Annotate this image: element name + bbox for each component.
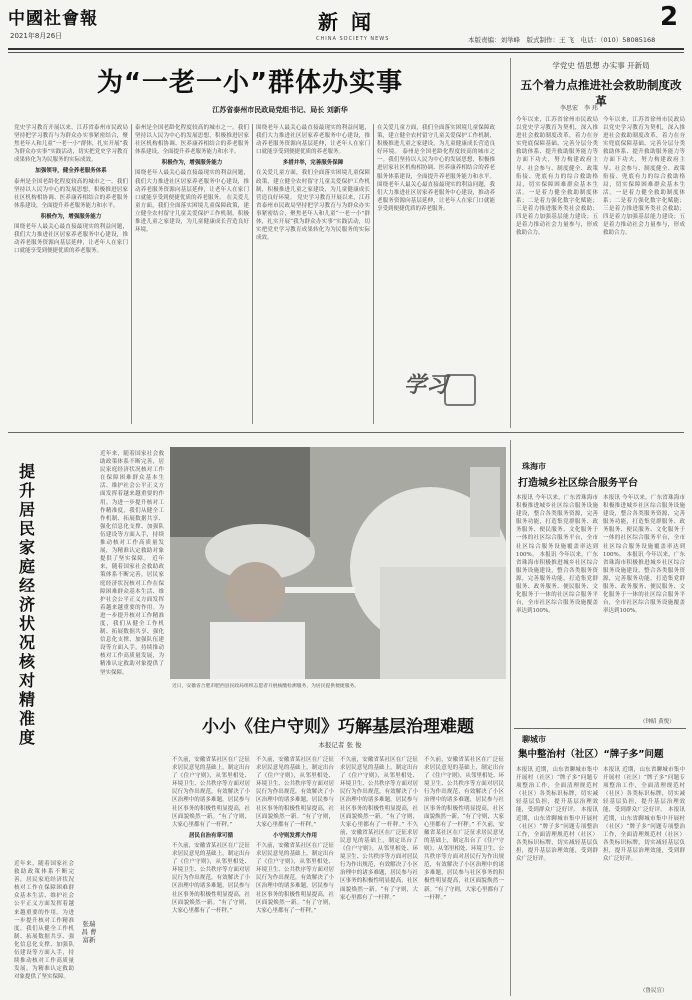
right-body-2: 今年以来，江苏省徐州市民政局以党史学习教育为契机，深入推进社会救助制度改革，着力在夯实兜底保障基础、完善分层分类救助体系、提升救助服务能力等方面下功夫，努力构建政府主导、社会参与、制度健全、政策衔接、兜底有力的综合救助格局，切实保障困难群众基本生活。一是着力健全救助制度体系；二是着力强化数字化赋能；三是着力推进服务类社会救助；四是着力加强基层能力建设；五是着力推动社会力量参与，形成救助合力。 (603, 117, 685, 237)
photo-caption: 近日，安徽省合肥市肥西县民政局组织志愿者开展核酸检测服务，为居民提供便捷服务。 (172, 684, 360, 689)
article1-body-2c: 在关爱儿童方面，我们全面落实困境儿童保障政策，建立健全农村留守儿童关爱保护工作机制，积极推进儿童之家建设，为儿童健康成长营造良好环境。 (135, 194, 249, 234)
news-photo (170, 447, 506, 679)
zhuhai-body-2: 本报讯 今年以来，广东省珠海市积极推进城乡社区综合服务设施建设，整合各类服务资源，完善服务功能，打造集党群服务、政务服务、便民服务、文化服务于一体的社区综合服务平台，全市社区综合服务设施覆盖率达到100%。 (603, 495, 685, 558)
article1-body-4c: 围绕老年人最关心最直接最现实的利益问题，我们大力推进社区居家养老服务中心建设，推动养老服务资源向基层延伸，让老年人在家门口就能享受到便捷优质的养老服务。 (377, 181, 495, 212)
column-divider (510, 440, 511, 996)
article2-body-1b: 近年来，随着国家社会救助政策体系不断完善，居民家庭经济状况核对工作在保障困难群众基本生活、维护社会公平正义方面发挥着越来越重要的作用。为进一步提升核对工作精准度，我们从健全工作机制、拓展数据共享、强化信息化支撑、加强队伍建设等方面入手，持续推动核对工作高质量发展，为精准认定救助对象提供了坚实保障。 (100, 556, 164, 676)
liaocheng-credit: （鲁民宣） (640, 988, 668, 994)
article3-body-1: 不久前，安徽省某社区在广泛征求居民意见的基础上，制定出台了《住户守则》，从邻里相处、环境卫生、公共秩序等方面对居民行为作出规范，有效解决了小区治理中的诸多难题，居民参与社区事务的积极性明显提高，社区面貌焕然一新。“有了守则，大家心里都有了一杆秤。” (172, 757, 250, 828)
liaocheng-body-2: 本报讯 近期，山东省聊城市集中开展村（社区）“牌子多”问题专项整治工作，全面清理规范村（社区）各类标识标牌，切实减轻基层负担，提升基层治理效能，受到群众广泛好评。 (603, 767, 685, 814)
liaocheng-column-2 (603, 766, 685, 984)
liaocheng-headline: 集中整治村（社区）“牌子多”问题 (518, 749, 664, 760)
article1-body-3b: 在关爱儿童方面，我们全面落实困境儿童保障政策，建立健全农村留守儿童关爱保护工作机制，积极推进儿童之家建设，为儿童健康成长营造良好环境。 (256, 170, 370, 201)
masthead-rule-thin (8, 52, 684, 53)
column-divider (510, 58, 511, 428)
issue-date: 2021年8月26日 (10, 32, 63, 40)
article1-body-3: 围绕老年人最关心最直接最现实的利益问题，我们大力推进社区居家养老服务中心建设，推动养老服务资源向基层延伸，让老年人在家门口就能享受到便捷优质的养老服务。 (256, 125, 370, 156)
section-separator (514, 728, 686, 729)
liaocheng-body-1b: 本报讯 近期，山东省聊城市集中开展村（社区）“牌子多”问题专项整治工作，全面清理规范村（社区）各类标识标牌，切实减轻基层负担，提升基层治理效能，受到群众广泛好评。 (516, 807, 598, 863)
article1-subhead-1: 加强领导，健全养老服务体系 (35, 168, 107, 175)
photo-illustration (170, 447, 506, 679)
column-divider (131, 124, 132, 424)
right-headline: 五个着力点推进社会救助制度改革 (520, 78, 682, 108)
article1-subhead-2b: 积极作为，增强服务能力 (161, 160, 223, 167)
column-divider (252, 124, 253, 424)
article1-column-3 (256, 124, 370, 418)
editor-credits: 本版责编：刘举峰 版式制作：王 飞 电话：（010）58085168 (468, 36, 656, 44)
newspaper-logo: 中國社會報 (8, 9, 98, 29)
right-column-1 (516, 116, 598, 422)
right-author: 李思宏 李 玮 (560, 105, 598, 112)
zhuhai-body-2b: 本报讯 今年以来，广东省珠海市积极推进城乡社区综合服务设施建设，整合各类服务资源，完善服务功能，打造集党群服务、政务服务、便民服务、文化服务于一体的社区综合服务平台，全市社区综合服务设施覆盖率达到100%。 (603, 551, 685, 615)
article1-subhead-2: 积极作为，增强服务能力 (40, 213, 102, 220)
right-kicker: 学党史 悟思想 办实事 开新局 (552, 61, 650, 70)
zhuhai-column-1 (516, 494, 598, 720)
section-subtitle: CHINA SOCIETY NEWS (316, 36, 390, 42)
article3-body-3: 不久前，安徽省某社区在广泛征求居民意见的基础上，制定出台了《住户守则》，从邻里相处、环境卫生、公共秩序等方面对居民行为作出规范，有效解决了小区治理中的诸多难题，居民参与社区事务的积极性明显提高，社区面貌焕然一新。“有了守则，大家心里都有了一杆秤。” (340, 757, 418, 828)
article3-body-4b: 不久前，安徽省某社区在广泛征求居民意见的基础上，制定出台了《住户守则》，从邻里相处、环境卫生、公共秩序等方面对居民行为作出规范，有效解决了小区治理中的诸多难题，居民参与社区事务的积极性明显提高，社区面貌焕然一新。“有了守则，大家心里都有了一杆秤。” (424, 821, 504, 901)
article3-column-2 (256, 756, 334, 994)
article1-subhead-3: 多措并举，完善服务保障 (282, 160, 344, 167)
section-title: 新 闻 (318, 10, 374, 34)
article1-column-2 (135, 124, 249, 418)
article2-byline: 张瑞昌 曹富新 (81, 920, 97, 944)
article3-body-2: 不久前，安徽省某社区在广泛征求居民意见的基础上，制定出台了《住户守则》，从邻里相处、环境卫生、公共秩序等方面对居民行为作出规范，有效解决了小区治理中的诸多难题，居民参与社区事务的积极性明显提高，社区面貌焕然一新。“有了守则，大家心里都有了一杆秤。” (256, 757, 334, 828)
article1-body-4: 在关爱儿童方面，我们全面落实困境儿童保障政策，建立健全农村留守儿童关爱保护工作机制，积极推进儿童之家建设，为儿童健康成长营造良好环境。 (377, 125, 495, 156)
article3-column-1 (172, 756, 250, 994)
section-separator (8, 432, 684, 433)
zhuhai-headline: 打造城乡社区综合服务平台 (518, 478, 638, 489)
zhuhai-body-1: 本报讯 今年以来，广东省珠海市积极推进城乡社区综合服务设施建设，整合各类服务资源，完善服务功能，打造集党群服务、政务服务、便民服务、文化服务于一体的社区综合服务平台，全市社区综合服务设施覆盖率达到100%。 (516, 495, 598, 558)
article1-byline: 江苏省泰州市民政局党组书记、局长 刘新华 (212, 106, 348, 114)
article1-body-1: 党史学习教育开展以来，江苏省泰州市民政局坚持把学习教育与为群众办实事紧密结合，聚焦老年人和儿童“一老一小”群体，扎实开展“我为群众办实事”实践活动，切实把党史学习教育成果转化为为民服务的实际成效。 (14, 125, 128, 164)
article2-column-2 (14, 860, 74, 992)
article1-body-2b: 围绕老年人最关心最直接最现实的利益问题，我们大力推进社区居家养老服务中心建设，推动养老服务资源向基层延伸，让老年人在家门口就能享受到便捷优质的养老服务。 (135, 170, 249, 201)
article1-column-1 (14, 124, 128, 418)
right-column-2 (603, 116, 685, 422)
article2-headline: 提升居民家庭经济状况核对精准度 (18, 462, 35, 747)
liaocheng-column-1 (516, 766, 598, 994)
masthead-rule (8, 48, 684, 50)
article3-subhead-1: 居民自治有章可循 (188, 832, 233, 839)
liaocheng-city-label: 聊城市 (522, 735, 546, 744)
article2-body-2: 近年来，随着国家社会救助政策体系不断完善，居民家庭经济状况核对工作在保障困难群众基本生活、维护社会公平正义方面发挥着越来越重要的作用。为进一步提升核对工作精准度，我们从健全工作机制、拓展数据共享、强化信息化支撑、加强队伍建设等方面入手，持续推动核对工作高质量发展，为精准认定救助对象提供了坚实保障。 (14, 861, 74, 981)
article3-subhead-2: 小守则发挥大作用 (272, 832, 317, 839)
article2-body-1: 近年来，随着国家社会救助政策体系不断完善，居民家庭经济状况核对工作在保障困难群众基本生活、维护社会公平正义方面发挥着越来越重要的作用。为进一步提升核对工作精准度，我们从健全工作机制、拓展数据共享、强化信息化支撑、加强队伍建设等方面入手，持续推动核对工作高质量发展，为精准认定救助对象提供了坚实保障。 (100, 451, 164, 563)
article3-body-4: 不久前，安徽省某社区在广泛征求居民意见的基础上，制定出台了《住户守则》，从邻里相处、环境卫生、公共秩序等方面对居民行为作出规范，有效解决了小区治理中的诸多难题，居民参与社区事务的积极性明显提高，社区面貌焕然一新。“有了守则，大家心里都有了一杆秤。” (424, 757, 504, 828)
zhuhai-credit: （钟昭 黄悦） (640, 719, 675, 725)
article3-column-3 (340, 756, 418, 994)
article1-body-1b: 泰州是全国老龄化程度较高的城市之一。我们坚持以人民为中心的发展思想，积极推进居家社区机构相协调、医养康养相结合的养老服务体系建设，全面提升养老服务能力和水平。 (14, 178, 128, 209)
article1-body-4b: 泰州是全国老龄化程度较高的城市之一。我们坚持以人民为中心的发展思想，积极推进居家社区机构相协调、医养康养相结合的养老服务体系建设，全面提升养老服务能力和水平。 (377, 149, 495, 180)
article3-column-4 (424, 756, 504, 994)
liaocheng-body-1: 本报讯 近期，山东省聊城市集中开展村（社区）“牌子多”问题专项整治工作，全面清理规范村（社区）各类标识标牌，切实减轻基层负担，提升基层治理效能，受到群众广泛好评。 (516, 767, 598, 814)
article3-headline: 小小《住户守则》巧解基层治理难题 (202, 717, 474, 737)
article3-body-3b: 不久前，安徽省某社区在广泛征求居民意见的基础上，制定出台了《住户守则》，从邻里相处、环境卫生、公共秩序等方面对居民行为作出规范，有效解决了小区治理中的诸多难题，居民参与社区事务的积极性明显提高，社区面貌焕然一新。“有了守则，大家心里都有了一杆秤。” (340, 821, 418, 901)
article1-body-2: 泰州是全国老龄化程度较高的城市之一。我们坚持以人民为中心的发展思想，积极推进居家社区机构相协调、医养康养相结合的养老服务体系建设，全面提升养老服务能力和水平。 (135, 125, 249, 156)
article3-body-2b: 不久前，安徽省某社区在广泛征求居民意见的基础上，制定出台了《住户守则》，从邻里相处、环境卫生、公共秩序等方面对居民行为作出规范，有效解决了小区治理中的诸多难题，居民参与社区事务的积极性明显提高，社区面貌焕然一新。“有了守则，大家心里都有了一杆秤。” (256, 842, 334, 914)
article3-body-1b: 不久前，安徽省某社区在广泛征求居民意见的基础上，制定出台了《住户守则》，从邻里相处、环境卫生、公共秩序等方面对居民行为作出规范，有效解决了小区治理中的诸多难题，居民参与社区事务的积极性明显提高，社区面貌焕然一新。“有了守则，大家心里都有了一杆秤。” (172, 842, 250, 914)
liaocheng-body-2b: 本报讯 近期，山东省聊城市集中开展村（社区）“牌子多”问题专项整治工作，全面清理规范村（社区）各类标识标牌，切实减轻基层负担，提升基层治理效能，受到群众广泛好评。 (603, 807, 685, 863)
article3-byline: 本报记者 张 俊 (318, 741, 362, 749)
zhuhai-column-2 (603, 494, 685, 714)
column-divider (373, 124, 374, 424)
masthead (0, 0, 692, 56)
zhuhai-city-label: 珠海市 (522, 462, 546, 471)
article1-headline: 为“一老一小”群体办实事 (96, 68, 404, 98)
zhuhai-body-1b: 本报讯 今年以来，广东省珠海市积极推进城乡社区综合服务设施建设，整合各类服务资源，完善服务功能，打造集党群服务、政务服务、便民服务、文化服务于一体的社区综合服务平台，全市社区综合服务设施覆盖率达到100%。 (516, 551, 598, 615)
right-body-1: 今年以来，江苏省徐州市民政局以党史学习教育为契机，深入推进社会救助制度改革，着力在夯实兜底保障基础、完善分层分类救助体系、提升救助服务能力等方面下功夫，努力构建政府主导、社会参与、制度健全、政策衔接、兜底有力的综合救助格局，切实保障困难群众基本生活。一是着力健全救助制度体系；二是着力强化数字化赋能；三是着力推进服务类社会救助；四是着力加强基层能力建设；五是着力推动社会力量参与，形成救助合力。 (516, 117, 598, 237)
article1-body-3c: 党史学习教育开展以来，江苏省泰州市民政局坚持把学习教育与为群众办实事紧密结合，聚焦老年人和儿童“一老一小”群体，扎实开展“我为群众办实事”实践活动，切实把党史学习教育成果转化为为民服务的实际成效。 (256, 194, 370, 242)
article1-body-1c: 围绕老年人最关心最直接最现实的利益问题，我们大力推进社区居家养老服务中心建设，推动养老服务资源向基层延伸，让老年人在家门口就能享受到便捷优质的养老服务。 (14, 224, 128, 255)
article1-column-4 (377, 124, 495, 364)
study-stamp: 学习 (404, 372, 449, 398)
article2-column-1 (100, 450, 164, 992)
page-number: 2 (660, 2, 679, 32)
